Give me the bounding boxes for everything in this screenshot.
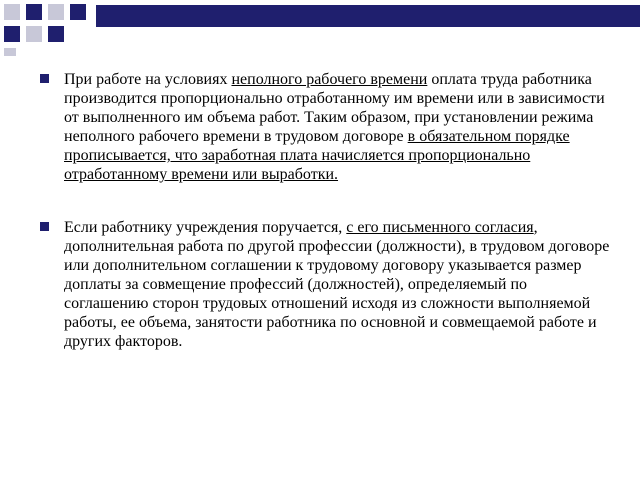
decor-square [26,4,42,20]
decor-square [4,4,20,20]
segment-underlined-text: неполного рабочего времени [231,71,428,88]
segment-text: Если работнику учреждения поручается, [64,219,347,236]
segment-text: , дополнительная работа по другой профессии (должности), в трудовом договоре или дополнительном соглашении к трудовому договору указывается размер доплаты за совмещение профессий (должностей), определяемый по соглашению сторон трудовых отношений исходя из сложности выполняемой работы, ее объема, занятости работника по основной и совмещаемой работе и других факторов. [64,219,610,350]
decor-square [26,26,42,42]
square-bullet-icon [40,222,49,231]
segment-underlined-text: с его письменного согласия [346,219,534,236]
paragraph-part-time-pay [40,70,615,184]
decor-square [48,26,64,42]
paragraph-additional-work [40,218,615,351]
decor-square [4,48,16,56]
decor-square [4,26,20,42]
square-bullet-icon [40,74,49,83]
segment-underlined-text: в обязательном порядке прописывается, что заработная плата начисляется пропорционально отработанному времени или выработки. [64,128,570,183]
segment-text: оплата труда работника производится пропорционально отработанному им времени или в зависимости от выполненного им объема работ. Таким образом, при установлении режима неполного рабочего времени в трудовом договоре [64,71,605,145]
segment-text: При работе на условиях [64,71,232,88]
header-bar [96,5,640,27]
header-decoration [0,0,640,50]
decor-square [48,4,64,20]
slide-content [40,70,615,351]
decor-square [70,4,86,20]
